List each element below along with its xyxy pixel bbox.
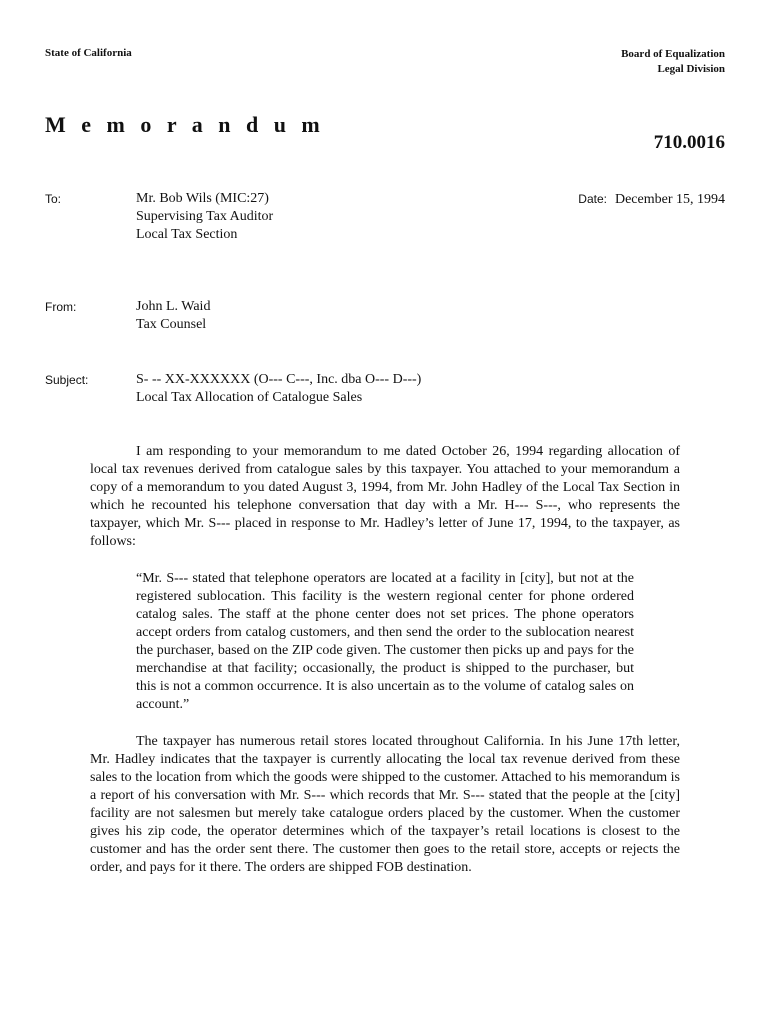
quoted-report: “Mr. S--- stated that telephone operators are located at a facility in [city], but not at the registered sublocation. This facility is the western regional center for phone ordered catalog sales. The staff at the phone center does not set prices. The phone operators accept orders from catalog customers, and then send the order to the sublocation nearest the purchaser, based on the ZIP code given. The customer then picks up and pays for the merchandise at that facility; occasionally, the product is shipped to the purchaser, but this is not a common occurrence. It is also uncertain as to the volume of catalog sales on account.” — [136, 571, 634, 712]
subject-block — [136, 371, 421, 407]
agency-division — [621, 47, 725, 77]
to-block — [136, 190, 273, 244]
to-section: Local Tax Section — [136, 227, 238, 242]
from-label: From: — [45, 300, 77, 314]
date-block — [578, 190, 725, 208]
body-paragraph-2: The taxpayer has numerous retail stores located throughout California. In his June 17th letter, Mr. Hadley indicates that the taxpayer is currently allocating the local tax revenue derived from these sales to the location from which the goods were shipped to the customer. Attached to his memorandum is a report of his conversation with Mr. S--- which records that Mr. S--- stated that the people at the [city] facility are not salesmen but merely take catalogue orders placed by the customer. When the customer gives his zip code, the operator determines which of the taxpayer’s retail locations is closest to the customer and has the order sent there. The customer then goes to the retail store, accepts or rejects the order, and pays for it there. The orders are shipped FOB destination. — [90, 734, 680, 875]
subject-line-2: Local Tax Allocation of Catalogue Sales — [136, 390, 363, 405]
agency-board: Board of Equalization — [621, 48, 725, 60]
to-label: To: — [45, 192, 62, 206]
date-value: December 15, 1994 — [614, 192, 725, 207]
agency-legal-division: Legal Division — [657, 63, 725, 75]
to-title: Supervising Tax Auditor — [136, 209, 274, 224]
memo-title: M e m o r a n d u m — [45, 112, 325, 137]
date-label: Date: — [578, 192, 607, 206]
body-paragraph-1: I am responding to your memorandum to me dated October 26, 1994 regarding allocation of local tax revenues derived from catalogue sales by this taxpayer. You attached to your memorandum a copy of a memorandum to you dated August 3, 1994, from Mr. John Hadley of the Local Tax Section in which he recounted his telephone conversation that day with a Mr. H--- S---, who represents the taxpayer, which Mr. S--- placed in response to Mr. Hadley’s letter of June 17, 1994, to the taxpayer, as follows: — [90, 444, 680, 549]
from-name: John L. Waid — [136, 299, 211, 314]
to-name: Mr. Bob Wils (MIC:27) — [136, 191, 269, 206]
document-number: 710.0016 — [653, 132, 725, 153]
from-block — [136, 298, 210, 334]
from-title: Tax Counsel — [136, 317, 207, 332]
subject-label: Subject: — [45, 373, 89, 387]
subject-line-1: S- -- XX-XXXXXX (O--- C---, Inc. dba O--- D---) — [136, 372, 422, 387]
agency-state: State of California — [45, 47, 132, 59]
